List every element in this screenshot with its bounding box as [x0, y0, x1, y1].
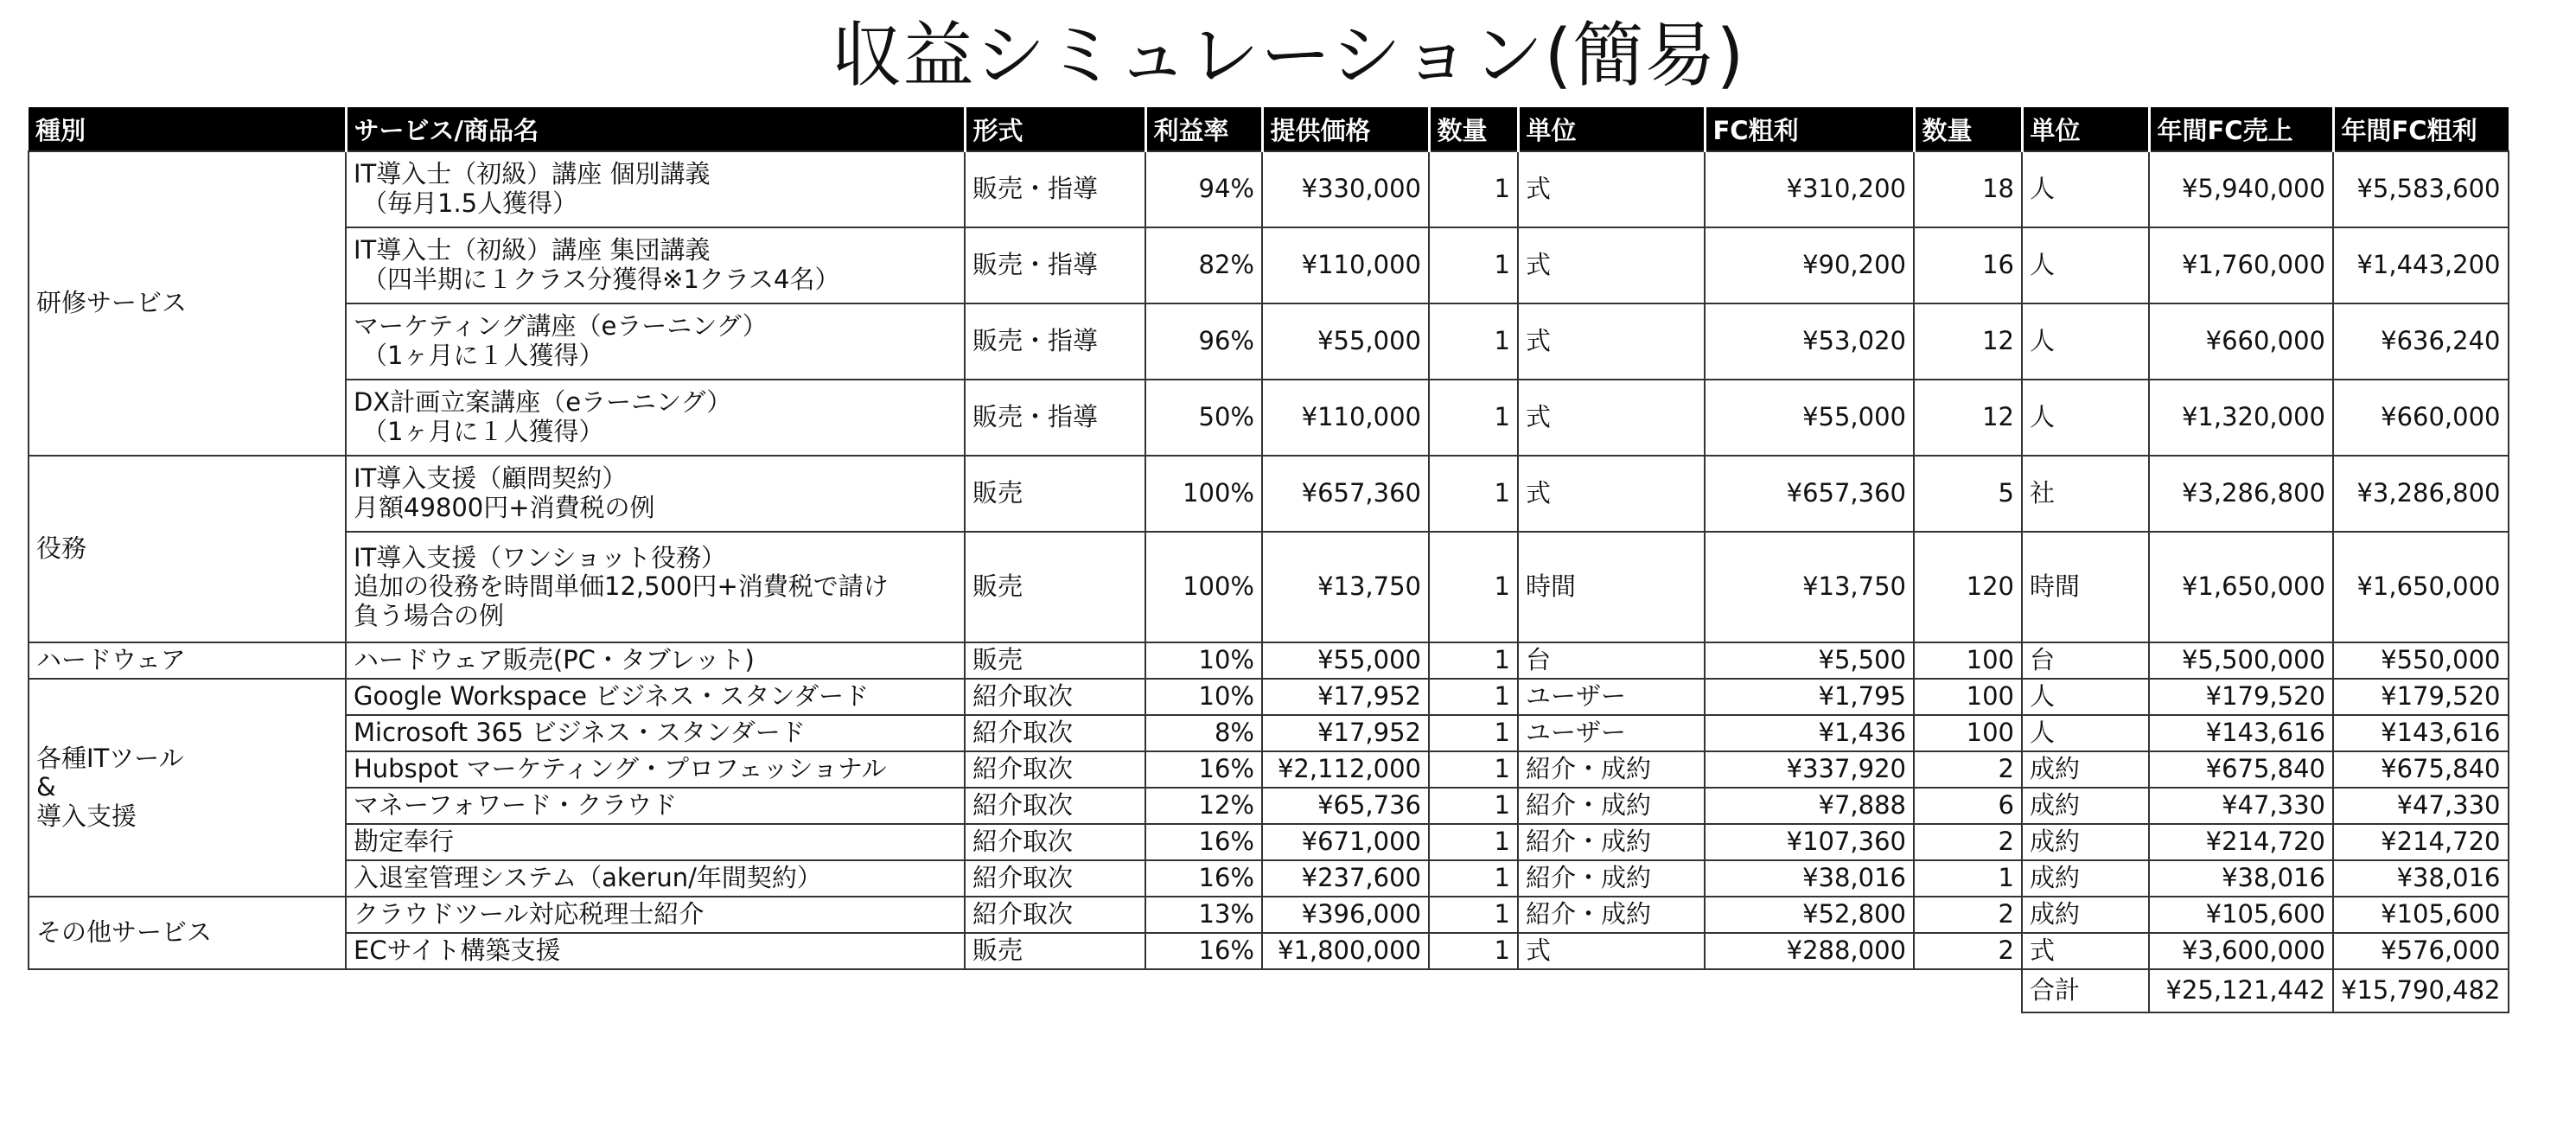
annual-sales-cell: ¥47,330	[2149, 788, 2333, 824]
unit2-cell: 人	[2022, 303, 2149, 380]
margin-cell: 16%	[1145, 751, 1262, 788]
fc-profit-cell: ¥337,920	[1705, 751, 1914, 788]
annual-profit-cell: ¥1,650,000	[2333, 532, 2509, 642]
margin-cell: 50%	[1145, 380, 1262, 456]
table-row	[29, 715, 2509, 751]
service-name-cell	[346, 532, 965, 642]
qty-cell: 1	[1429, 715, 1518, 751]
category-hardware: ハードウェア	[29, 642, 346, 679]
annual-sales-cell: ¥1,760,000	[2149, 227, 2333, 303]
table-row	[29, 751, 2509, 788]
annual-sales-cell: ¥5,500,000	[2149, 642, 2333, 679]
fc-profit-cell: ¥1,795	[1705, 679, 1914, 715]
header-fc-profit: FC粗利	[1705, 107, 1914, 151]
type-cell: 販売	[965, 532, 1145, 642]
fc-profit-cell: ¥5,500	[1705, 642, 1914, 679]
fc-profit-cell: ¥288,000	[1705, 933, 1914, 969]
price-cell: ¥13,750	[1262, 532, 1429, 642]
annual-profit-cell: ¥3,286,800	[2333, 456, 2509, 532]
unit-cell: 式	[1518, 456, 1705, 532]
margin-cell: 16%	[1145, 824, 1262, 860]
annual-profit-cell: ¥660,000	[2333, 380, 2509, 456]
qty-cell: 1	[1429, 380, 1518, 456]
margin-cell: 96%	[1145, 303, 1262, 380]
price-cell: ¥17,952	[1262, 715, 1429, 751]
category-it-tools-line3: 導入支援	[36, 801, 137, 831]
type-cell: 紹介取次	[965, 897, 1145, 933]
price-cell: ¥671,000	[1262, 824, 1429, 860]
qty-cell: 1	[1429, 788, 1518, 824]
annual-profit-cell: ¥38,016	[2333, 860, 2509, 897]
unit-cell: 紹介・成約	[1518, 824, 1705, 860]
fc-profit-cell: ¥55,000	[1705, 380, 1914, 456]
service-name: IT導入支援（顧問契約）	[354, 463, 628, 494]
price-cell: ¥55,000	[1262, 642, 1429, 679]
qty2-cell: 6	[1914, 788, 2022, 824]
unit-cell: 式	[1518, 380, 1705, 456]
header-qty-2: 数量	[1914, 107, 2022, 151]
table-row	[29, 824, 2509, 860]
annual-sales-cell: ¥3,600,000	[2149, 933, 2333, 969]
price-cell: ¥237,600	[1262, 860, 1429, 897]
annual-profit-cell: ¥636,240	[2333, 303, 2509, 380]
price-cell: ¥110,000	[1262, 227, 1429, 303]
unit-cell: 式	[1518, 933, 1705, 969]
type-cell: 販売・指導	[965, 151, 1145, 227]
unit2-cell: 人	[2022, 715, 2149, 751]
annual-profit-cell: ¥105,600	[2333, 897, 2509, 933]
service-name-cell	[346, 380, 965, 456]
total-annual-sales: ¥25,121,442	[2149, 969, 2333, 1012]
service-name: Google Workspace ビジネス・スタンダード	[346, 679, 965, 715]
service-name: マネーフォワード・クラウド	[346, 788, 965, 824]
annual-sales-cell: ¥38,016	[2149, 860, 2333, 897]
unit2-cell: 人	[2022, 679, 2149, 715]
unit-cell: 紹介・成約	[1518, 751, 1705, 788]
unit2-cell: 時間	[2022, 532, 2149, 642]
qty2-cell: 2	[1914, 824, 2022, 860]
unit2-cell: 人	[2022, 227, 2149, 303]
header-unit-2: 単位	[2022, 107, 2149, 151]
annual-profit-cell: ¥5,583,600	[2333, 151, 2509, 227]
service-name: 勘定奉行	[346, 824, 965, 860]
type-cell: 販売	[965, 456, 1145, 532]
margin-cell: 12%	[1145, 788, 1262, 824]
service-name: Microsoft 365 ビジネス・スタンダード	[346, 715, 965, 751]
table-row	[29, 380, 2509, 456]
table-row	[29, 456, 2509, 532]
margin-cell: 16%	[1145, 933, 1262, 969]
type-cell: 紹介取次	[965, 788, 1145, 824]
service-name-cell	[346, 151, 965, 227]
qty2-cell: 1	[1914, 860, 2022, 897]
annual-sales-cell: ¥1,650,000	[2149, 532, 2333, 642]
fc-profit-cell: ¥310,200	[1705, 151, 1914, 227]
annual-sales-cell: ¥3,286,800	[2149, 456, 2333, 532]
unit-cell: 台	[1518, 642, 1705, 679]
price-cell: ¥55,000	[1262, 303, 1429, 380]
type-cell: 販売・指導	[965, 380, 1145, 456]
type-cell: 紹介取次	[965, 679, 1145, 715]
type-cell: 販売	[965, 933, 1145, 969]
type-cell: 紹介取次	[965, 715, 1145, 751]
fc-profit-cell: ¥53,020	[1705, 303, 1914, 380]
category-it-tools	[29, 679, 346, 897]
service-name-cell	[346, 456, 965, 532]
service-note: 追加の役務を時間単価12,500円+消費税で請け	[354, 572, 889, 602]
category-it-tools-line1: 各種ITツール	[36, 743, 184, 773]
margin-cell: 94%	[1145, 151, 1262, 227]
margin-cell: 13%	[1145, 897, 1262, 933]
margin-cell: 16%	[1145, 860, 1262, 897]
service-note: （毎月1.5人獲得）	[362, 188, 578, 218]
unit-cell: 紹介・成約	[1518, 788, 1705, 824]
table-row	[29, 860, 2509, 897]
service-note: （1ヶ月に１人獲得）	[362, 341, 604, 370]
fc-profit-cell: ¥107,360	[1705, 824, 1914, 860]
header-annual-sales: 年間FC売上	[2149, 107, 2333, 151]
category-services: 役務	[29, 456, 346, 642]
service-note: 月額49800円+消費税の例	[354, 493, 655, 522]
fc-profit-cell: ¥657,360	[1705, 456, 1914, 532]
service-note: 負う場合の例	[354, 600, 505, 630]
table-row	[29, 303, 2509, 380]
qty-cell: 1	[1429, 151, 1518, 227]
qty2-cell: 100	[1914, 715, 2022, 751]
unit2-cell: 成約	[2022, 897, 2149, 933]
service-name: Hubspot マーケティング・プロフェッショナル	[346, 751, 965, 788]
fc-profit-cell: ¥52,800	[1705, 897, 1914, 933]
margin-cell: 8%	[1145, 715, 1262, 751]
unit-cell: ユーザー	[1518, 679, 1705, 715]
header-unit: 単位	[1518, 107, 1705, 151]
annual-sales-cell: ¥5,940,000	[2149, 151, 2333, 227]
margin-cell: 10%	[1145, 679, 1262, 715]
service-name: IT導入士（初級）講座 集団講義	[354, 235, 711, 265]
total-label: 合計	[2022, 969, 2149, 1012]
qty2-cell: 2	[1914, 751, 2022, 788]
type-cell: 紹介取次	[965, 751, 1145, 788]
fc-profit-cell: ¥7,888	[1705, 788, 1914, 824]
price-cell: ¥17,952	[1262, 679, 1429, 715]
table-row	[29, 227, 2509, 303]
unit-cell: 紹介・成約	[1518, 897, 1705, 933]
qty-cell: 1	[1429, 679, 1518, 715]
service-name: クラウドツール対応税理士紹介	[346, 897, 965, 933]
unit2-cell: 成約	[2022, 788, 2149, 824]
annual-profit-cell: ¥47,330	[2333, 788, 2509, 824]
unit-cell: 式	[1518, 151, 1705, 227]
annual-profit-cell: ¥1,443,200	[2333, 227, 2509, 303]
service-note: （四半期に１クラス分獲得※1クラス4名）	[362, 265, 840, 294]
total-annual-profit: ¥15,790,482	[2333, 969, 2509, 1012]
service-name: ECサイト構築支援	[346, 933, 965, 969]
unit2-cell: 台	[2022, 642, 2149, 679]
header-category: 種別	[29, 107, 346, 151]
qty-cell: 1	[1429, 860, 1518, 897]
qty-cell: 1	[1429, 227, 1518, 303]
unit-cell: 式	[1518, 227, 1705, 303]
fc-profit-cell: ¥38,016	[1705, 860, 1914, 897]
unit2-cell: 成約	[2022, 824, 2149, 860]
qty2-cell: 16	[1914, 227, 2022, 303]
margin-cell: 100%	[1145, 456, 1262, 532]
header-qty: 数量	[1429, 107, 1518, 151]
qty2-cell: 5	[1914, 456, 2022, 532]
annual-sales-cell: ¥675,840	[2149, 751, 2333, 788]
unit2-cell: 人	[2022, 151, 2149, 227]
unit2-cell: 人	[2022, 380, 2149, 456]
header-price: 提供価格	[1262, 107, 1429, 151]
margin-cell: 10%	[1145, 642, 1262, 679]
qty2-cell: 100	[1914, 679, 2022, 715]
unit2-cell: 社	[2022, 456, 2149, 532]
table-row	[29, 933, 2509, 969]
qty-cell: 1	[1429, 532, 1518, 642]
type-cell: 販売・指導	[965, 227, 1145, 303]
annual-profit-cell: ¥143,616	[2333, 715, 2509, 751]
price-cell: ¥396,000	[1262, 897, 1429, 933]
unit2-cell: 式	[2022, 933, 2149, 969]
table-row	[29, 788, 2509, 824]
total-row	[29, 969, 2509, 1012]
price-cell: ¥330,000	[1262, 151, 1429, 227]
price-cell: ¥657,360	[1262, 456, 1429, 532]
annual-sales-cell: ¥1,320,000	[2149, 380, 2333, 456]
qty-cell: 1	[1429, 897, 1518, 933]
price-cell: ¥1,800,000	[1262, 933, 1429, 969]
revenue-simulation-table	[28, 107, 2509, 1013]
annual-sales-cell: ¥179,520	[2149, 679, 2333, 715]
category-it-tools-line2: &	[36, 772, 56, 802]
fc-profit-cell: ¥13,750	[1705, 532, 1914, 642]
qty2-cell: 100	[1914, 642, 2022, 679]
service-name: IT導入支援（ワンショット役務）	[354, 542, 726, 572]
fc-profit-cell: ¥1,436	[1705, 715, 1914, 751]
annual-sales-cell: ¥214,720	[2149, 824, 2333, 860]
margin-cell: 82%	[1145, 227, 1262, 303]
annual-sales-cell: ¥105,600	[2149, 897, 2333, 933]
total-spacer	[29, 969, 2022, 1012]
service-name: 入退室管理システム（akerun/年間契約）	[346, 860, 965, 897]
annual-profit-cell: ¥179,520	[2333, 679, 2509, 715]
type-cell: 紹介取次	[965, 860, 1145, 897]
header-service-name: サービス/商品名	[346, 107, 965, 151]
qty2-cell: 12	[1914, 380, 2022, 456]
qty-cell: 1	[1429, 456, 1518, 532]
unit-cell: ユーザー	[1518, 715, 1705, 751]
header-row	[29, 107, 2509, 151]
qty-cell: 1	[1429, 642, 1518, 679]
header-annual-profit: 年間FC粗利	[2333, 107, 2509, 151]
service-note: （1ヶ月に１人獲得）	[362, 417, 604, 446]
table-row	[29, 679, 2509, 715]
unit-cell: 紹介・成約	[1518, 860, 1705, 897]
qty2-cell: 2	[1914, 897, 2022, 933]
unit2-cell: 成約	[2022, 860, 2149, 897]
unit-cell: 式	[1518, 303, 1705, 380]
annual-profit-cell: ¥576,000	[2333, 933, 2509, 969]
type-cell: 紹介取次	[965, 824, 1145, 860]
annual-sales-cell: ¥143,616	[2149, 715, 2333, 751]
qty2-cell: 12	[1914, 303, 2022, 380]
service-name: ハードウェア販売(PC・タブレット)	[346, 642, 965, 679]
price-cell: ¥110,000	[1262, 380, 1429, 456]
margin-cell: 100%	[1145, 532, 1262, 642]
annual-profit-cell: ¥550,000	[2333, 642, 2509, 679]
qty-cell: 1	[1429, 751, 1518, 788]
qty-cell: 1	[1429, 303, 1518, 380]
price-cell: ¥2,112,000	[1262, 751, 1429, 788]
unit2-cell: 成約	[2022, 751, 2149, 788]
table-row	[29, 532, 2509, 642]
qty-cell: 1	[1429, 824, 1518, 860]
table-row	[29, 642, 2509, 679]
table-row	[29, 151, 2509, 227]
qty2-cell: 120	[1914, 532, 2022, 642]
type-cell: 販売	[965, 642, 1145, 679]
header-type: 形式	[965, 107, 1145, 151]
service-name: マーケティング講座（eラーニング）	[354, 311, 768, 342]
type-cell: 販売・指導	[965, 303, 1145, 380]
price-cell: ¥65,736	[1262, 788, 1429, 824]
category-other: その他サービス	[29, 897, 346, 969]
category-training: 研修サービス	[29, 151, 346, 456]
qty-cell: 1	[1429, 933, 1518, 969]
header-margin: 利益率	[1145, 107, 1262, 151]
annual-sales-cell: ¥660,000	[2149, 303, 2333, 380]
service-name-cell	[346, 303, 965, 380]
service-name: IT導入士（初級）講座 個別講義	[354, 159, 711, 189]
page-title: 収益シミュレーション(簡易)	[831, 15, 1745, 97]
table-row	[29, 897, 2509, 933]
service-name: DX計画立案講座（eラーニング）	[354, 387, 732, 418]
annual-profit-cell: ¥675,840	[2333, 751, 2509, 788]
fc-profit-cell: ¥90,200	[1705, 227, 1914, 303]
unit-cell: 時間	[1518, 532, 1705, 642]
annual-profit-cell: ¥214,720	[2333, 824, 2509, 860]
qty2-cell: 2	[1914, 933, 2022, 969]
service-name-cell	[346, 227, 965, 303]
qty2-cell: 18	[1914, 151, 2022, 227]
